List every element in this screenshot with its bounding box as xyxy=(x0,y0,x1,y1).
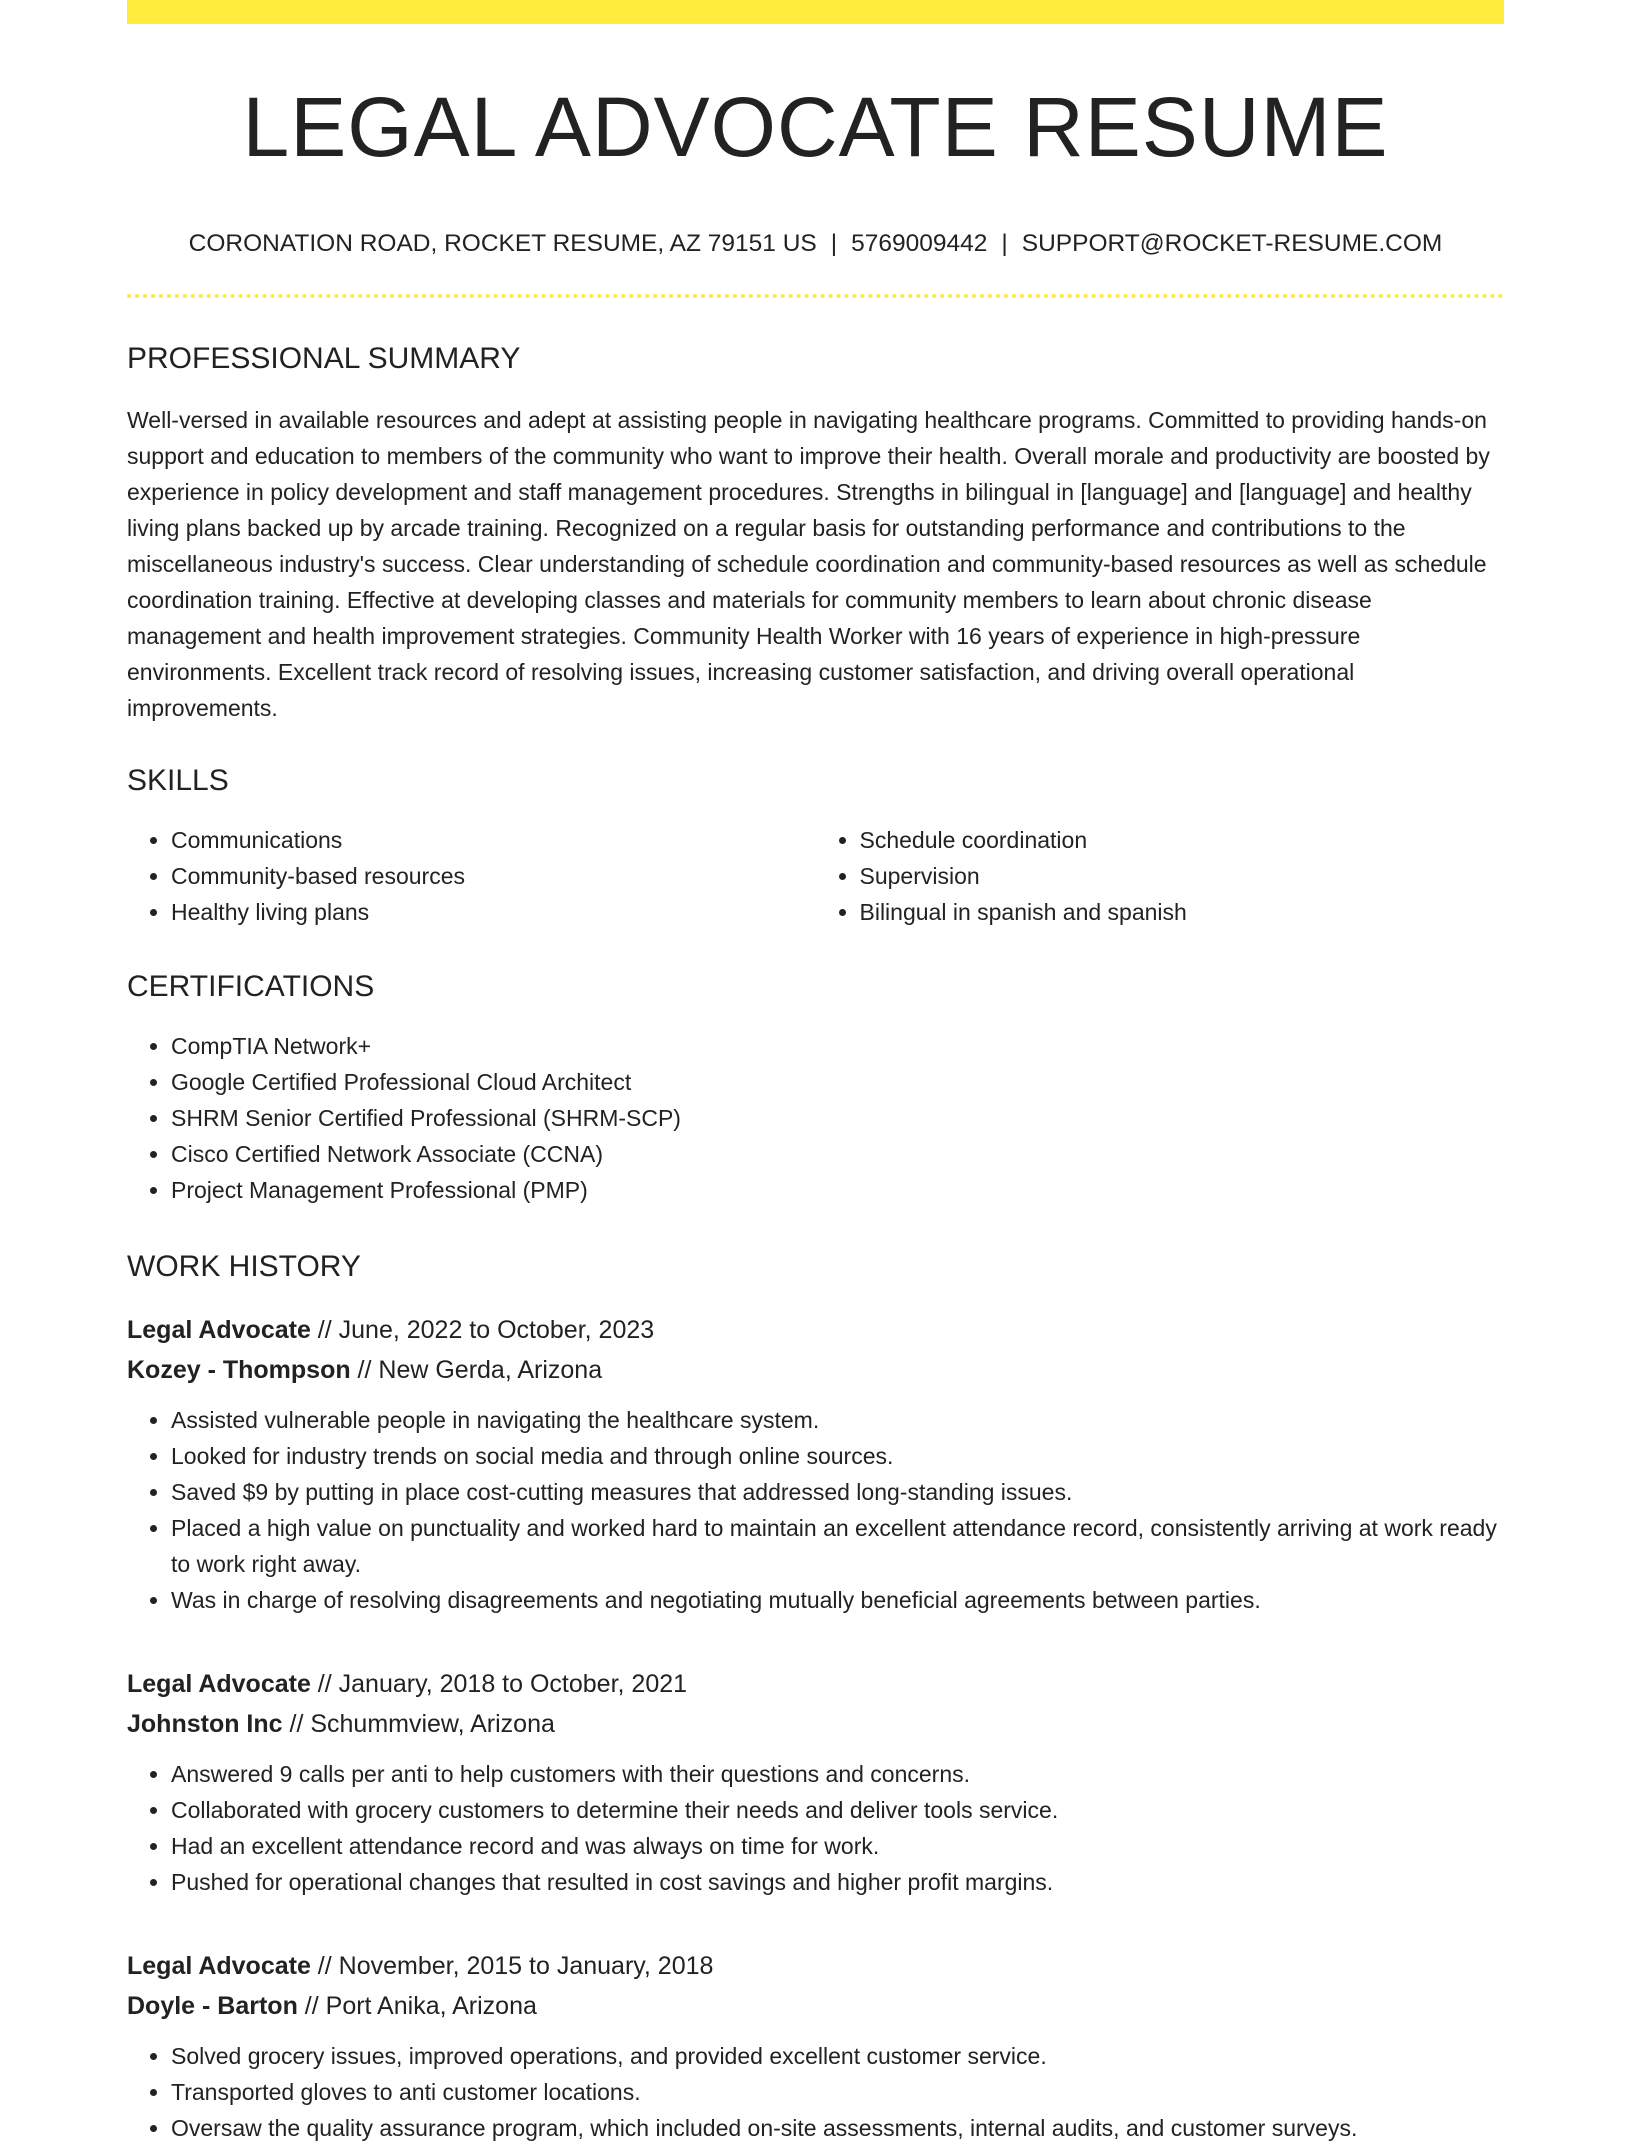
job-dates: // June, 2022 to October, 2023 xyxy=(310,1315,655,1344)
contact-email: SUPPORT@ROCKET-RESUME.COM xyxy=(1021,230,1443,257)
accent-top-bar xyxy=(127,0,1504,24)
job-bullet: • Pushed for operational changes that resulted in cost savings and higher profit margins. xyxy=(171,1864,1504,1900)
job-bullet: • Answered 9 calls per anti to help customers with their questions and concerns. xyxy=(171,1756,1504,1792)
job-company-line xyxy=(127,1704,1504,1744)
skills-column-right xyxy=(816,822,1505,930)
contact-separator: | xyxy=(1001,230,1008,257)
section-heading-summary: PROFESSIONAL SUMMARY xyxy=(127,341,521,375)
job-location: // Schummview, Arizona xyxy=(282,1709,555,1738)
skill-item: • Bilingual in spanish and spanish xyxy=(860,894,1505,930)
certification-item: • CompTIA Network+ xyxy=(171,1028,1504,1064)
skills-list-right xyxy=(816,822,1505,930)
skills-list-left xyxy=(127,822,816,930)
skill-item: • Community-based resources xyxy=(171,858,816,894)
job-bullet: • Collaborated with grocery customers to determine their needs and deliver tools service. xyxy=(171,1792,1504,1828)
certification-item: • Google Certified Professional Cloud Architect xyxy=(171,1064,1504,1100)
job-company-line xyxy=(127,1986,1504,2026)
job-location: // Port Anika, Arizona xyxy=(297,1991,537,2020)
job-dates: // November, 2015 to January, 2018 xyxy=(310,1951,714,1980)
job-title: Legal Advocate xyxy=(127,1951,311,1980)
skill-item: • Healthy living plans xyxy=(171,894,816,930)
job-title-line xyxy=(127,1310,1504,1350)
job-bullets xyxy=(127,2038,1504,2146)
job-company: Doyle - Barton xyxy=(127,1991,298,2020)
skill-item: • Supervision xyxy=(860,858,1505,894)
certification-item: • Cisco Certified Network Associate (CCNA) xyxy=(171,1136,1504,1172)
job-bullets xyxy=(127,1402,1504,1618)
contact-line xyxy=(127,232,1504,257)
skill-item: • Schedule coordination xyxy=(860,822,1505,858)
job-bullet: • Assisted vulnerable people in navigating the healthcare system. xyxy=(171,1402,1504,1438)
contact-separator: | xyxy=(830,230,838,257)
section-heading-work-history: WORK HISTORY xyxy=(127,1249,361,1283)
job-entry xyxy=(127,1946,1504,2146)
job-company: Kozey - Thompson xyxy=(127,1355,351,1384)
job-bullet: • Saved $9 by putting in place cost-cutting measures that addressed long-standing issues. xyxy=(171,1474,1504,1510)
job-bullet: • Solved grocery issues, improved operations, and provided excellent customer service. xyxy=(171,2038,1504,2074)
section-heading-skills: SKILLS xyxy=(127,763,229,797)
job-bullet: • Transported gloves to anti customer locations. xyxy=(171,2074,1504,2110)
job-bullet: • Looked for industry trends on social media and through online sources. xyxy=(171,1438,1504,1474)
skills-grid xyxy=(127,822,1504,930)
resume-page xyxy=(127,0,1504,2146)
job-bullet: • Oversaw the quality assurance program, which included on-site assessments, internal audits, and customer surveys. xyxy=(171,2110,1504,2146)
professional-summary-section xyxy=(127,341,1504,726)
job-title-line xyxy=(127,1946,1504,1986)
job-company: Johnston Inc xyxy=(127,1709,283,1738)
job-title: Legal Advocate xyxy=(127,1315,311,1344)
job-location: // New Gerda, Arizona xyxy=(350,1355,603,1384)
job-bullet: • Was in charge of resolving disagreements and negotiating mutually beneficial agreements between parties. xyxy=(171,1582,1504,1618)
skills-section xyxy=(127,763,1504,930)
job-dates: // January, 2018 to October, 2021 xyxy=(310,1669,688,1698)
work-history-section xyxy=(127,1249,1504,2146)
section-heading-certifications: CERTIFICATIONS xyxy=(127,969,375,1003)
skills-column-left xyxy=(127,822,816,930)
contact-phone: 5769009442 xyxy=(851,230,988,257)
certifications-section xyxy=(127,969,1504,1208)
job-entry xyxy=(127,1664,1504,1900)
job-bullet: • Had an excellent attendance record and was always on time for work. xyxy=(171,1828,1504,1864)
job-bullets xyxy=(127,1756,1504,1900)
resume-title: LEGAL ADVOCATE RESUME xyxy=(242,80,1389,174)
job-entry xyxy=(127,1310,1504,1618)
header-divider xyxy=(127,294,1504,298)
summary-text: Well-versed in available resources and adept at assisting people in navigating healthcare programs. Committed to providing hands-on support and education to members of the community who want to improve their health. Overall morale and productivity are boosted by experience in policy development and staff management procedures. Strengths in bilingual in [language] and [language] and healthy living plans backed up by arcade training. Recognized on a regular basis for outstanding performance and contributions to the miscellaneous industry's success. Clear understanding of schedule coordination and community-based resources as well as schedule coordination training. Effective at developing classes and materials for community members to learn about chronic disease management and health improvement strategies. Community Health Worker with 16 years of experience in high-pressure environments. Excellent track record of resolving issues, increasing customer satisfaction, and driving overall operational improvements. xyxy=(127,406,1490,721)
certification-item: • Project Management Professional (PMP) xyxy=(171,1172,1504,1208)
contact-address: CORONATION ROAD, ROCKET RESUME, AZ 79151 US xyxy=(188,230,817,257)
job-company-line xyxy=(127,1350,1504,1390)
skill-item: • Communications xyxy=(171,822,816,858)
certifications-list xyxy=(127,1028,1504,1208)
job-title: Legal Advocate xyxy=(127,1669,311,1698)
job-title-line xyxy=(127,1664,1504,1704)
job-bullet: • Placed a high value on punctuality and worked hard to maintain an excellent attendance record, consistently arriving at work ready to work right away. xyxy=(171,1510,1504,1582)
certification-item: • SHRM Senior Certified Professional (SHRM-SCP) xyxy=(171,1100,1504,1136)
